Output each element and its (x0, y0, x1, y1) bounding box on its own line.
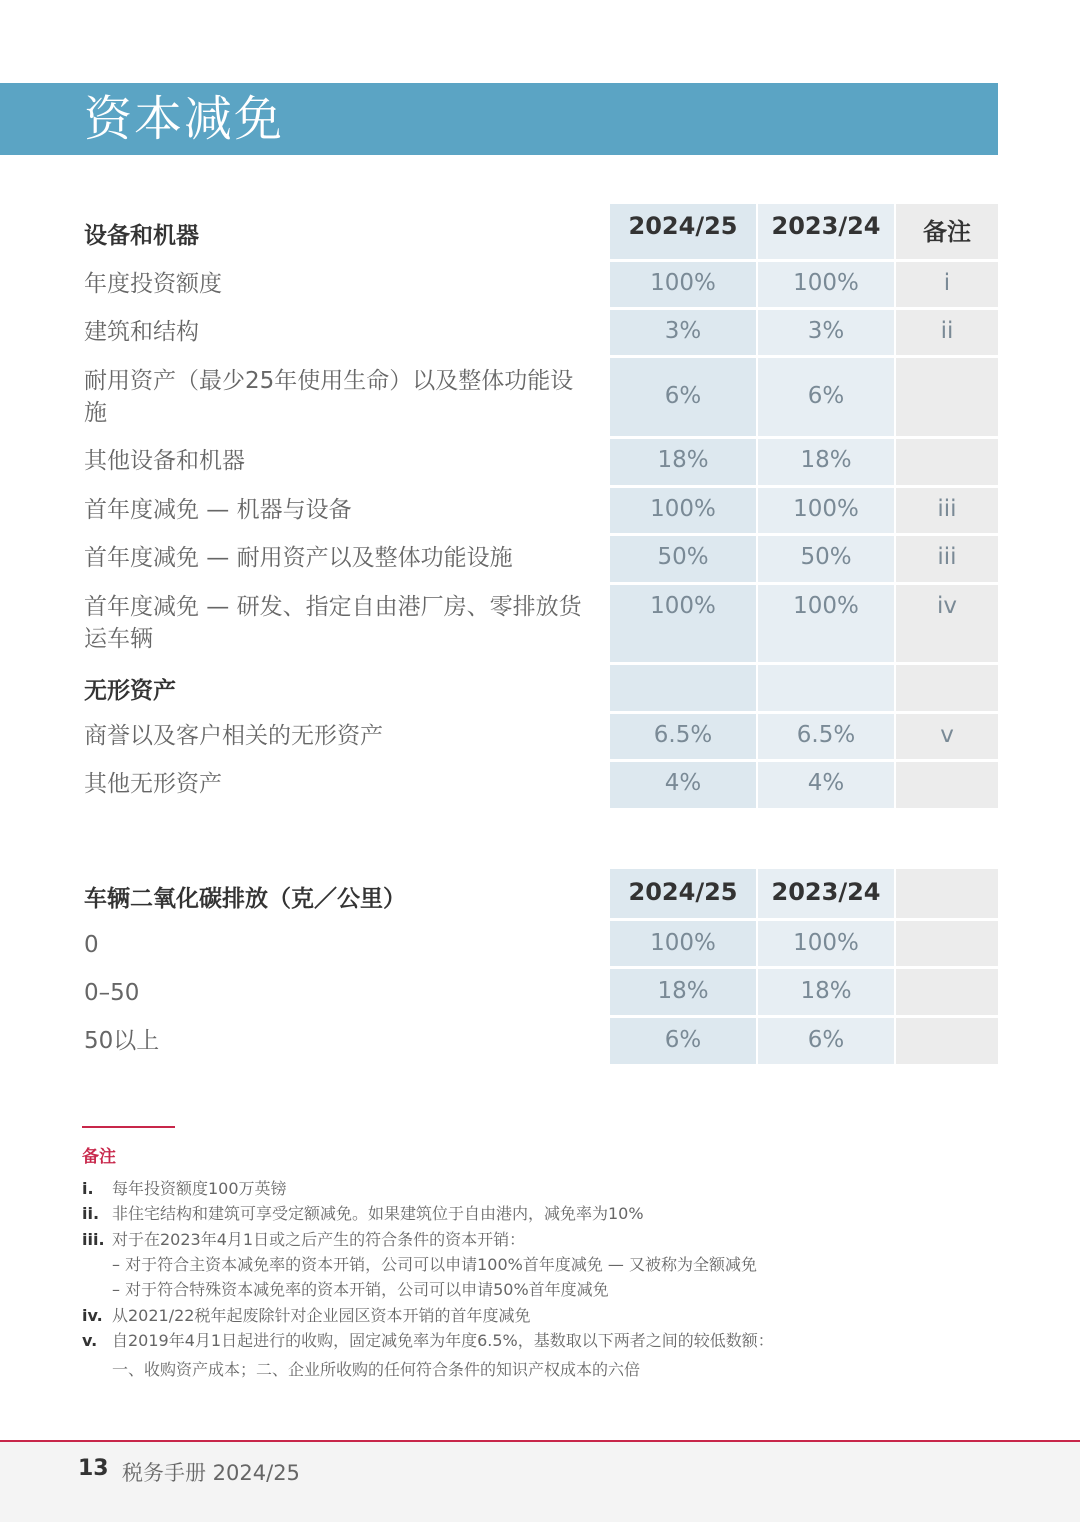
row-separator (610, 759, 998, 762)
table-cell-2024: 100% (650, 593, 716, 619)
table-cell-2024: 50% (657, 544, 709, 570)
table2-header-label: 车辆二氧化碳排放（克／公里） (84, 886, 406, 912)
note-subitem: – 对于符合主资本减免率的资本开销，公司可以申请100%首年度减免 — 又被称为全额减免 (112, 1255, 758, 1274)
table-cell-2023: 100% (793, 930, 859, 956)
row-separator (610, 582, 998, 585)
table-cell-note: i (943, 270, 951, 296)
table2-header-2024: 2024/25 (628, 878, 738, 906)
table-row-label: 首年度减免 — 耐用资产以及整体功能设施 (84, 545, 513, 571)
table-cell-2023: 100% (793, 270, 859, 296)
table-cell-2024: 6% (664, 383, 702, 409)
table-row-label: 建筑和结构 (84, 319, 199, 345)
row-separator (610, 533, 998, 536)
table-row-label: 耐用资产（最少25年使用生命）以及整体功能设施 (84, 368, 574, 426)
row-separator (610, 485, 998, 488)
note-item: ii. 非住宅结构和建筑可享受定额减免。如果建筑位于自由港内，减免率为10% (82, 1204, 644, 1223)
table-row-label: 其他无形资产 (84, 771, 222, 797)
notes-title: 备注 (82, 1147, 116, 1167)
table1-header-label: 设备和机器 (84, 223, 199, 249)
table-row-label: 50以上 (84, 1028, 160, 1054)
note-item: iv. 从2021/22税年起废除针对企业园区资本开销的首年度减免 (82, 1306, 531, 1325)
table-row-label: 商誉以及客户相关的无形资产 (84, 723, 383, 749)
table-row-label: 其他设备和机器 (84, 448, 245, 474)
table-cell-2024: 4% (664, 770, 702, 796)
table-cell-2023: 100% (793, 593, 859, 619)
note-subitem: 一、收购资产成本；二、企业所收购的任何符合条件的知识产权成本的六倍 (112, 1360, 641, 1379)
table-cell-2023: 50% (800, 544, 852, 570)
table-cell-2023: 6% (807, 1027, 845, 1053)
notes-divider (82, 1126, 175, 1128)
table-cell-2024: 100% (650, 930, 716, 956)
row-separator (610, 966, 998, 969)
table-cell-2023: 3% (807, 318, 845, 344)
row-separator (610, 711, 998, 714)
table-subheader-label: 无形资产 (84, 678, 176, 704)
table-cell-2024: 18% (657, 447, 709, 473)
row-separator (610, 259, 998, 262)
table-row-label: 0 (84, 932, 99, 958)
table-cell-2024: 6.5% (653, 722, 713, 748)
document-title: 税务手册 2024/25 (122, 1461, 300, 1485)
note-subitem: – 对于符合特殊资本减免率的资本开销，公司可以申请50%首年度减免 (112, 1280, 609, 1299)
table-row-label: 0–50 (84, 980, 140, 1006)
table-cell-note: iii (937, 544, 957, 570)
table-cell-2023: 6.5% (796, 722, 856, 748)
table1-header-2024: 2024/25 (628, 212, 738, 240)
table1-header-2023: 2023/24 (771, 212, 881, 240)
table-row-label: 首年度减免 — 机器与设备 (84, 497, 352, 523)
table-cell-2024: 3% (664, 318, 702, 344)
section-banner (0, 83, 998, 155)
table2-header-2023: 2023/24 (771, 878, 881, 906)
table-cell-2023: 4% (807, 770, 845, 796)
table-cell-note: iv (936, 593, 957, 619)
table-cell-2024: 100% (650, 496, 716, 522)
section-title: 资本减免 (84, 91, 285, 147)
note-item: v. 自2019年4月1日起进行的收购，固定减免率为年度6.5%，基数取以下两者之间的较低数额： (82, 1331, 774, 1350)
row-separator (610, 307, 998, 310)
table-cell-2024: 18% (657, 978, 709, 1004)
table-cell-2023: 18% (800, 978, 852, 1004)
note-item: iii. 对于在2023年4月1日或之后产生的符合条件的资本开销： (82, 1230, 526, 1249)
page-number: 13 (78, 1456, 109, 1481)
table-row-label: 年度投资额度 (84, 271, 222, 297)
row-separator (610, 1015, 998, 1018)
row-separator (610, 355, 998, 358)
table-cell-2023: 18% (800, 447, 852, 473)
table-cell-2024: 100% (650, 270, 716, 296)
row-separator (610, 436, 998, 439)
table-cell-note: iii (937, 496, 957, 522)
table-cell-2023: 100% (793, 496, 859, 522)
table-cell-2024: 6% (664, 1027, 702, 1053)
table-cell-2023: 6% (807, 383, 845, 409)
table-cell-note: ii (940, 318, 954, 344)
table-row-label: 首年度减免 — 研发、指定自由港厂房、零排放货运车辆 (84, 594, 582, 652)
row-separator (610, 918, 998, 921)
note-item: i. 每年投资额度100万英镑 (82, 1179, 287, 1198)
table1-header-notes: 备注 (923, 218, 971, 246)
row-separator (610, 662, 998, 665)
table-cell-note: v (940, 722, 954, 748)
